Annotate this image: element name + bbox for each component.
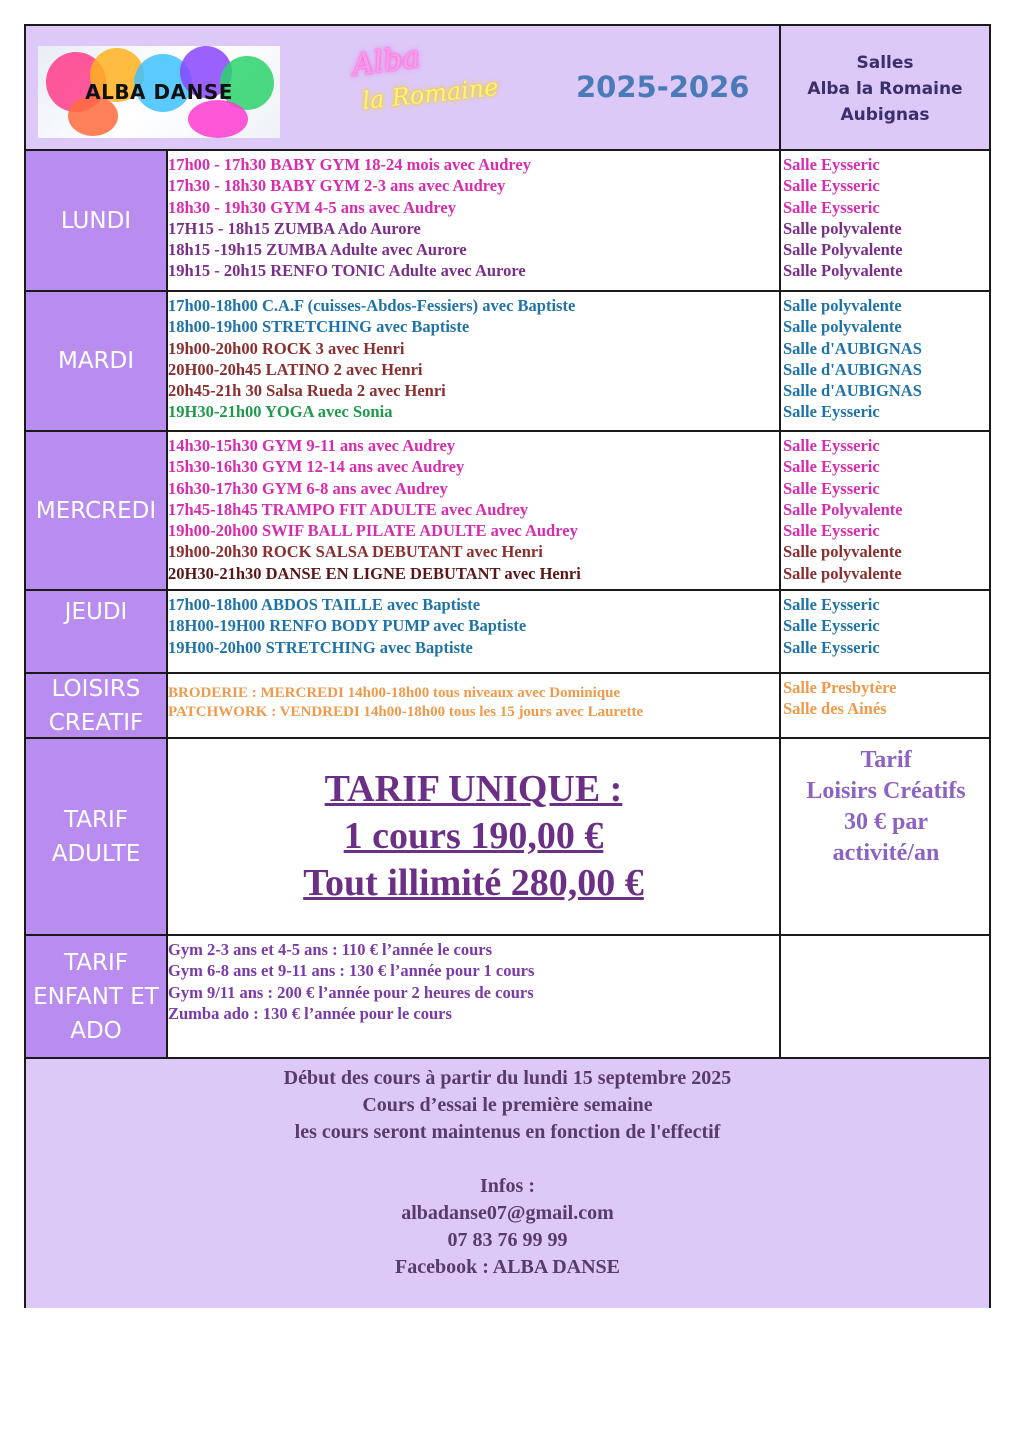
- course-line: 20H30-21h30 DANSE EN LIGNE DEBUTANT avec Henri: [168, 563, 581, 583]
- course-line: 18h00-19h00 STRETCHING avec Baptiste: [168, 317, 470, 337]
- tarif-enfant-row: [26, 936, 989, 1059]
- tarif-enfant-list: [168, 936, 781, 1057]
- course-line: 18h15 -19h15 ZUMBA Adulte avec Aurore: [168, 240, 467, 260]
- room-line: Salle Polyvalente: [783, 499, 903, 519]
- tarif-adulte-row: [26, 739, 989, 936]
- schedule-sheet: [24, 24, 991, 1308]
- course-line: 14h30-15h30 GYM 9-11 ans avec Audrey: [168, 436, 456, 455]
- footer-phone: 07 83 76 99 99: [447, 1229, 568, 1251]
- course-line: 20h45-21h 30 Salsa Rueda 2 avec Henri: [168, 381, 446, 401]
- course-line: 19h00-20h30 ROCK SALSA DEBUTANT avec Henri: [168, 542, 543, 562]
- tarif-enfant-line: Gym 6-8 ans et 9-11 ans : 130 € l’année pour 1 cours: [168, 961, 535, 981]
- course-line: 19h00-20h00 SWIF BALL PILATE ADULTE avec Audrey: [168, 521, 578, 541]
- course-line: 16h30-17h30 GYM 6-8 ans avec Audrey: [168, 478, 448, 498]
- salles-header: [781, 26, 989, 149]
- room-line: Salle Eysseric: [783, 197, 880, 217]
- course-line: 20H00-20h45 LATINO 2 avec Henri: [168, 359, 423, 379]
- day-row-mardi: [26, 292, 989, 432]
- room-line: Salle polyvalente: [783, 563, 902, 583]
- room-line: Salle d'AUBIGNAS: [783, 359, 922, 379]
- tarif-loisirs-line3: 30 € par: [844, 809, 928, 835]
- footer-trial: Cours d’essai le première semaine: [362, 1094, 653, 1116]
- course-line: 19H00-20h00 STRETCHING avec Baptiste: [168, 637, 473, 657]
- course-line: 19h15 - 20h15 RENFO TONIC Adulte avec Aurore: [168, 261, 526, 281]
- tarif-enfant-label-line2: ENFANT ET: [33, 983, 159, 1010]
- room-line: Salle Eysseric: [783, 595, 880, 614]
- day-label: MERCREDI: [26, 432, 168, 589]
- tarif-enfant-label: [26, 936, 168, 1057]
- footer-email: albadanse07@gmail.com: [401, 1202, 614, 1224]
- room-line: Salle Polyvalente: [783, 240, 903, 260]
- room-line: Salle Eysseric: [783, 176, 880, 196]
- loisirs-rooms: [781, 674, 989, 737]
- day-row-lundi: [26, 151, 989, 292]
- footer-facebook: Facebook : ALBA DANSE: [394, 1256, 621, 1278]
- room-line: Salle Eysseric: [783, 402, 880, 422]
- day-row-mercredi: [26, 432, 989, 591]
- room-line: Salle Eysseric: [783, 436, 880, 455]
- room-line: Salle polyvalente: [783, 296, 902, 315]
- room-list: [781, 292, 989, 430]
- course-line: 19H30-21h00 YOGA avec Sonia: [168, 402, 393, 422]
- tarif-unique: [168, 739, 781, 934]
- day-label: LUNDI: [26, 151, 168, 290]
- course-line: 17H15 - 18h15 ZUMBA Ado Aurore: [168, 218, 421, 238]
- footer-infos: Infos :: [479, 1175, 535, 1197]
- salles-alba: Alba la Romaine: [807, 79, 963, 99]
- header-row: [26, 26, 989, 151]
- tarif-enfant-line: Zumba ado : 130 € l’année pour le cours: [168, 1003, 452, 1023]
- loisirs-broderie: BRODERIE : MERCREDI 14h00-18h00 tous niveaux avec Dominique: [168, 685, 621, 701]
- loisirs-label: [26, 674, 168, 737]
- tarif-unlimited: Tout illimité 280,00 €: [303, 862, 644, 904]
- footer-spacer: [26, 1146, 989, 1173]
- room-list: [781, 591, 989, 672]
- tarif-loisirs: [781, 739, 989, 934]
- course-line: 19h00-20h00 ROCK 3 avec Henri: [168, 338, 405, 358]
- room-line: Salle polyvalente: [783, 542, 902, 562]
- footer-maintained: les cours seront maintenus en fonction de l'effectif: [294, 1121, 721, 1143]
- course-list: [168, 151, 781, 290]
- brand-la-romaine: la Romaine: [360, 72, 500, 116]
- tarif-loisirs-line2: Loisirs Créatifs: [806, 778, 966, 804]
- course-line: 17h45-18h45 TRAMPO FIT ADULTE avec Audrey: [168, 499, 529, 519]
- course-line: 18h30 - 19h30 GYM 4-5 ans avec Audrey: [168, 197, 456, 217]
- footer-info: [26, 1059, 989, 1308]
- course-line: 18H00-19H00 RENFO BODY PUMP avec Baptiste: [168, 616, 527, 636]
- day-label: JEUDI: [26, 591, 168, 672]
- tarif-adulte-label-line2: ADULTE: [51, 840, 141, 867]
- loisirs-row: [26, 674, 989, 739]
- room-line: Salle d'AUBIGNAS: [783, 381, 922, 401]
- course-line: 17h00 - 17h30 BABY GYM 18-24 mois avec Audrey: [168, 155, 531, 174]
- room-line: Salle Eysseric: [783, 637, 880, 657]
- footer-start-date: Début des cours à partir du lundi 15 septembre 2025: [283, 1067, 732, 1089]
- course-line: 17h30 - 18h30 BABY GYM 2-3 ans avec Audrey: [168, 176, 506, 196]
- tarif-one-course: 1 cours 190,00 €: [343, 815, 604, 857]
- alba-danse-logo: [38, 46, 280, 138]
- tarif-adulte-label: [26, 739, 168, 934]
- tarif-enfant-empty: [781, 936, 989, 1057]
- course-list: [168, 591, 781, 672]
- day-label: MARDI: [26, 292, 168, 430]
- course-line: 17h00-18h00 ABDOS TAILLE avec Baptiste: [168, 595, 481, 614]
- tarif-enfant-label-line3: ADO: [70, 1017, 122, 1044]
- room-line: Salle polyvalente: [783, 218, 902, 238]
- course-line: 17h00-18h00 C.A.F (cuisses-Abdos-Fessiers) avec Baptiste: [168, 296, 576, 315]
- loisirs-label-line1: LOISIRS: [51, 675, 141, 702]
- salles-title: Salles: [856, 53, 914, 73]
- room-line: Salle des Ainés: [783, 699, 887, 719]
- loisirs-label-line2: CREATIF: [48, 709, 144, 736]
- tarif-enfant-line: Gym 2-3 ans et 4-5 ans : 110 € l’année le cours: [168, 940, 493, 959]
- room-line: Salle d'AUBIGNAS: [783, 338, 922, 358]
- room-line: Salle Eysseric: [783, 521, 880, 541]
- course-list: [168, 432, 781, 589]
- tarif-enfant-label-line1: TARIF: [64, 949, 128, 976]
- room-line: Salle Eysseric: [783, 155, 880, 174]
- course-list: [168, 292, 781, 430]
- tarif-loisirs-line1: Tarif: [860, 747, 912, 773]
- room-line: Salle Polyvalente: [783, 261, 903, 281]
- tarif-loisirs-line4: activité/an: [832, 840, 940, 866]
- header-main: [26, 26, 781, 149]
- logo-text: ALBA DANSE: [85, 80, 233, 104]
- loisirs-list: [168, 674, 781, 737]
- brand-alba: Alba: [349, 39, 423, 84]
- room-line: Salle Eysseric: [783, 616, 880, 636]
- day-row-jeudi: [26, 591, 989, 674]
- room-list: [781, 151, 989, 290]
- tarif-enfant-line: Gym 9/11 ans : 200 € l’année pour 2 heures de cours: [168, 982, 534, 1002]
- tarif-adulte-label-line1: TARIF: [64, 806, 128, 833]
- loisirs-patchwork: PATCHWORK : VENDREDI 14h00-18h00 tous les 15 jours avec Laurette: [168, 704, 644, 720]
- salles-aubignas: Aubignas: [840, 105, 930, 125]
- course-line: 15h30-16h30 GYM 12-14 ans avec Audrey: [168, 457, 465, 477]
- tarif-unique-title: TARIF UNIQUE :: [324, 768, 623, 810]
- room-list: [781, 432, 989, 589]
- room-line: Salle Presbytère: [783, 678, 897, 697]
- room-line: Salle Eysseric: [783, 478, 880, 498]
- season-year: 2025-2026: [576, 70, 750, 104]
- room-line: Salle Eysseric: [783, 457, 880, 477]
- room-line: Salle polyvalente: [783, 317, 902, 337]
